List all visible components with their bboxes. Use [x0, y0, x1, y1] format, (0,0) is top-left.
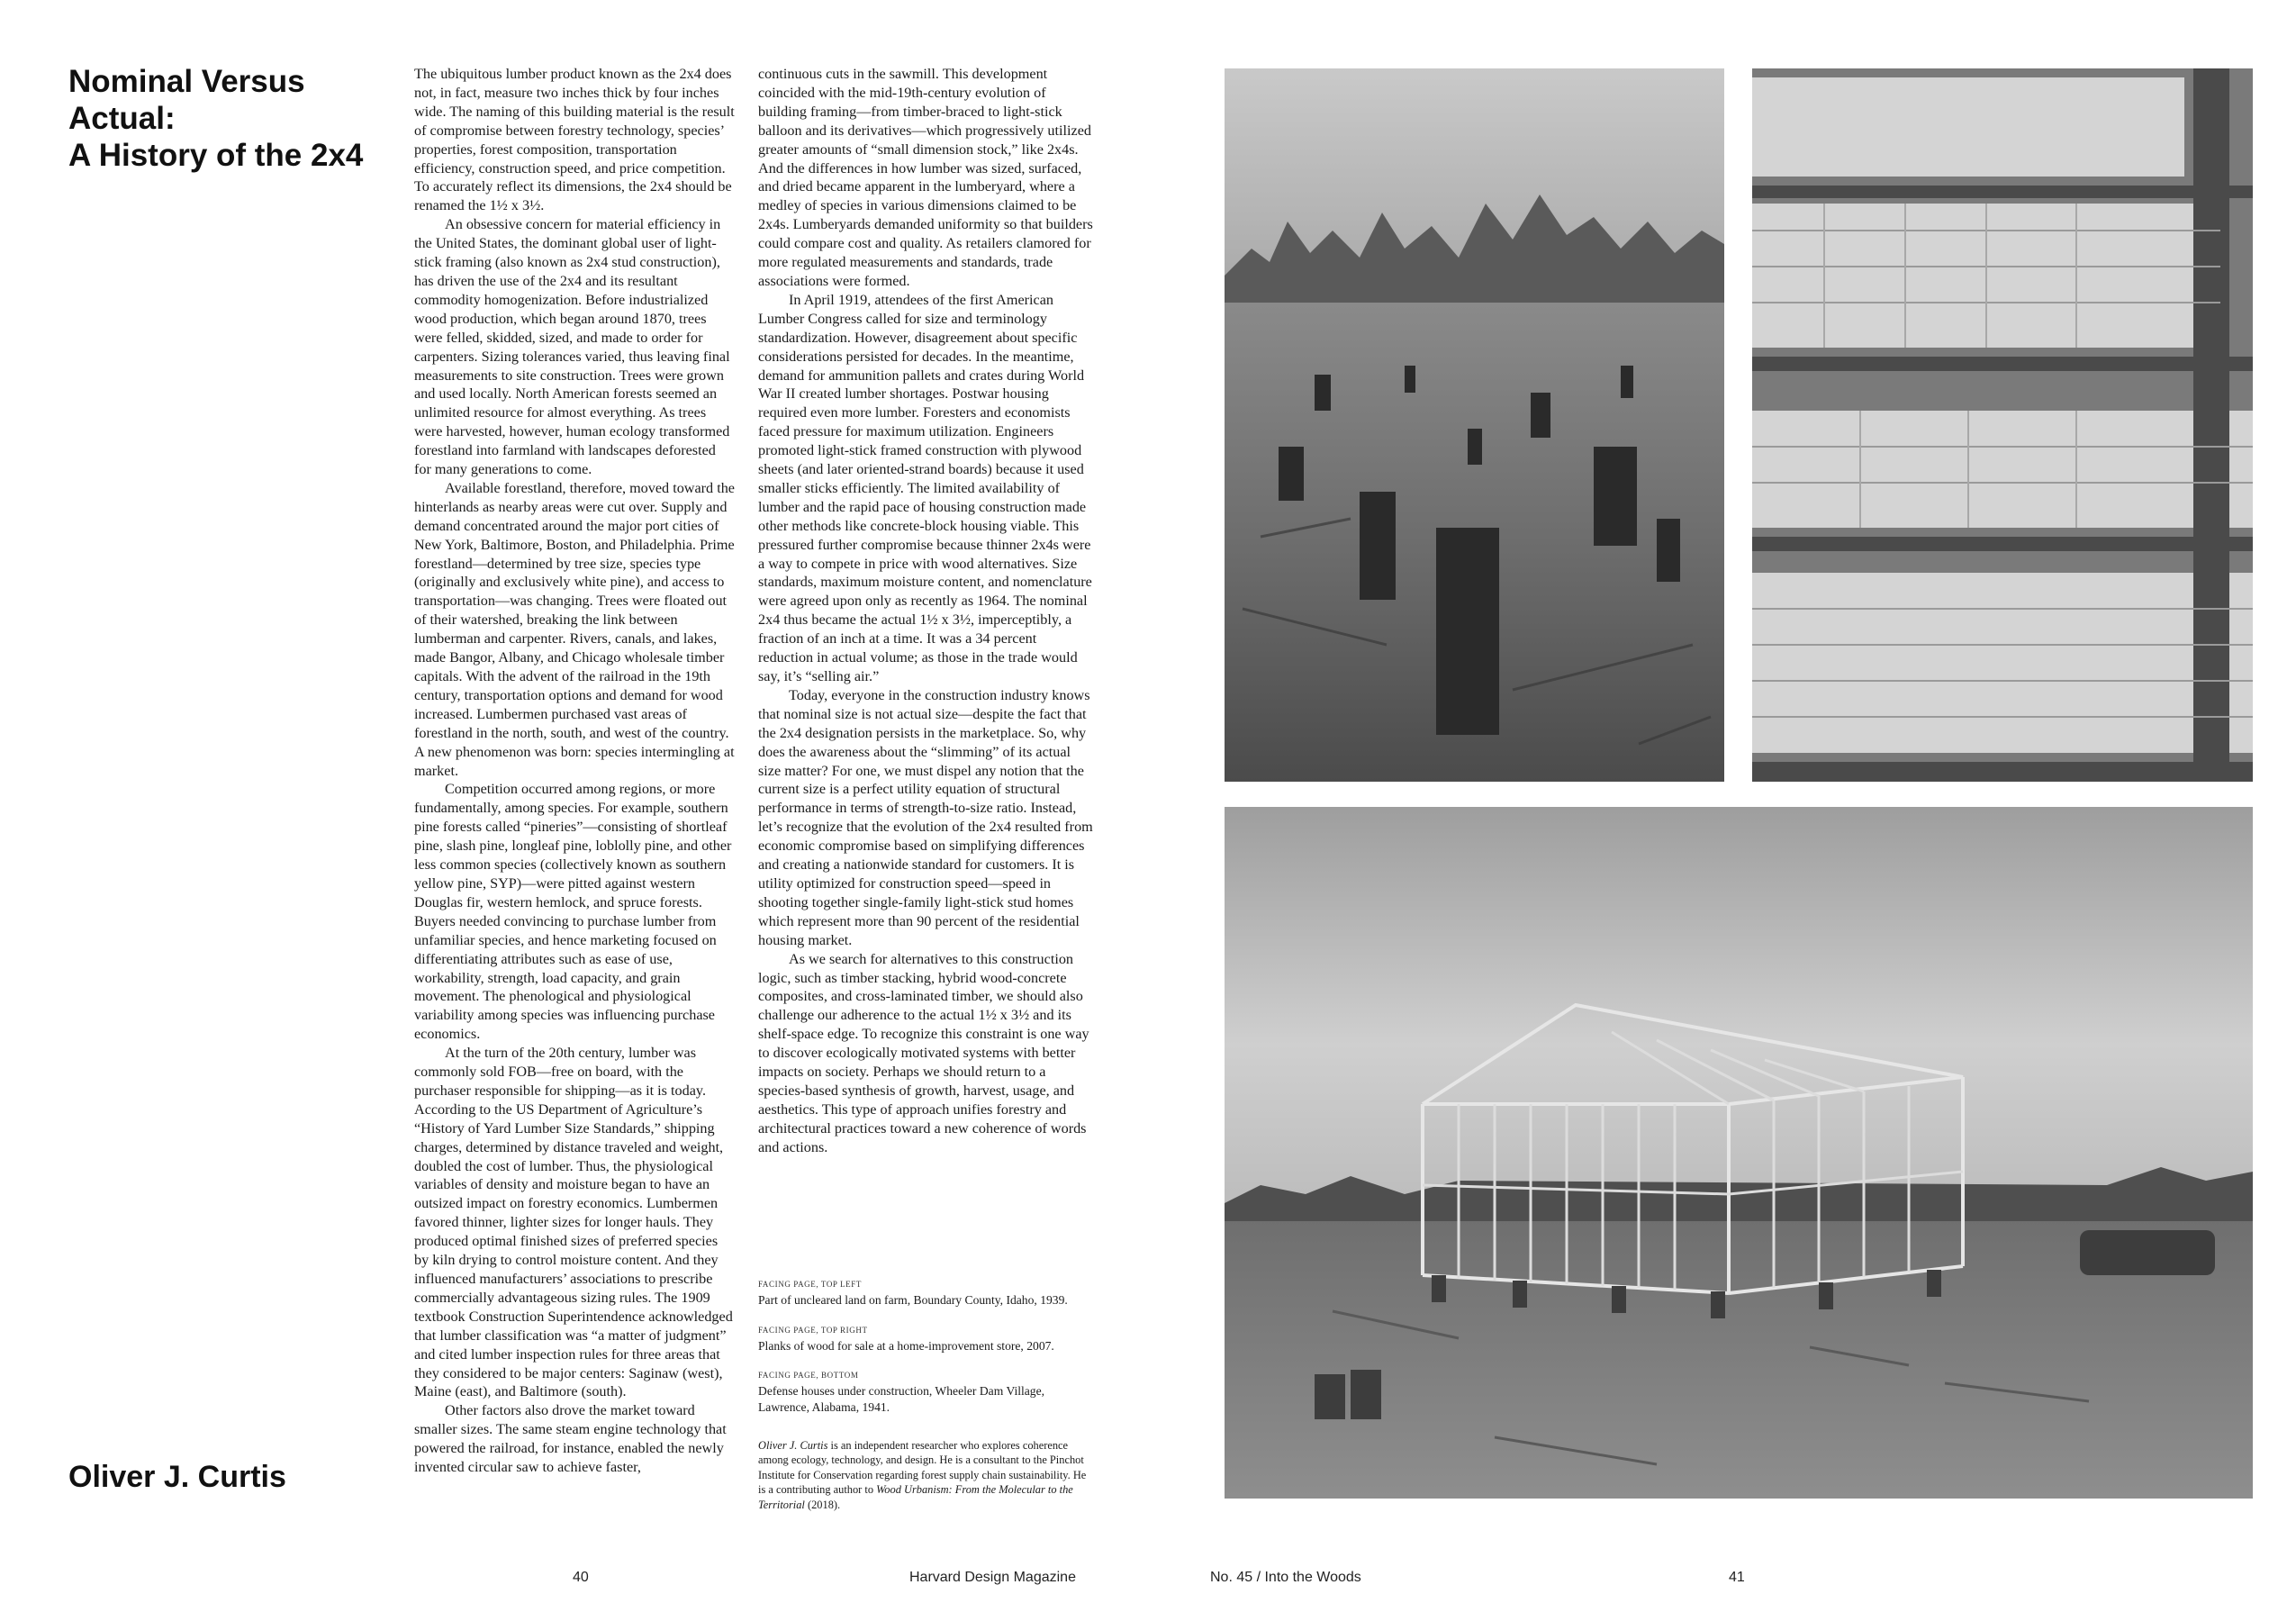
author-bio	[758, 1438, 1093, 1512]
caption-top-left	[758, 1279, 1093, 1309]
paragraph: At the turn of the 20th century, lumber was commonly sold FOB—free on board, with the purchaser responsible for shipping—as it is today. According to the US Department of Agriculture’s “History of Yard Lumber Size Standards,” shipping charges, determined by distance traveled and weight, doubled the cost of lumber. Thus, the physiological variables of density and moisture began to have an outsized impact on forestry economics. Lumbermen favored thinner, lighter sizes for longer hauls. They produced optimal finished sizes of preferred species by kiln drying to control moisture content. And they influenced manufacturers’ associations to prescribe commercially advantageous sizing rules. The 1909 textbook Construction Superintendence acknowledged that lumber classification was “a matter of judgment” and cited lumber inspection rules for three areas that they considered to be major centers: Saginaw (west), Maine (east), and Baltimore (south).	[414, 1045, 733, 1400]
caption-text: Planks of wood for sale at a home-improvement store, 2007.	[758, 1338, 1054, 1353]
photo-lumber-shelves	[1752, 68, 2253, 782]
bio-author-name: Oliver J. Curtis	[758, 1439, 828, 1452]
paragraph: In April 1919, attendees of the first American Lumber Congress called for size and terminology standardization. However, disagreement about specific considerations persisted for decades. In the meantime, demand for ammunition pallets and crates during World War II created lumber shortages. Postwar housing required even more lumber. Foresters and economists faced pressure for maximum utilization. Engineers promoted light-stick framed construction with plywood sheets (and later oriented-strand boards) because it used smaller sticks efficiently. The limited availability of lumber and the rapid pace of housing construction made other methods like concrete-block housing viable. This pressured further compromise because thinner 2x4s were a way to compete in price with wood alternatives. Size standards, maximum moisture content, and nomenclature were agreed upon only as recently as 1964. The nominal 2x4 thus became the actual 1½ x 3½, imperceptibly, a fraction of an inch at a time. It was a 34 percent reduction in actual volume; as those in the trade would say, it’s “selling air.”	[758, 291, 1092, 684]
photo-uncleared-land	[1225, 68, 1724, 782]
paragraph: Today, everyone in the construction industry knows that nominal size is not actual size—despite the fact that the 2x4 designation persists in the marketplace. So, why does the awareness about the “slimming” of its actual size matter? For one, we must dispel any notion that the current size is a perfect utility equation of structural performance in terms of strength-to-size ratio. Instead, let’s recognize that the evolution of the 2x4 resulted from economic compromise based on simplifying differences and creating a nationwide standard for customers. It is utility optimized for construction speed—speed in shooting together single-family light-stick stud homes which represent more than 90 percent of the residential housing market.	[758, 686, 1093, 948]
paragraph: Competition occurred among regions, or more fundamentally, among species. For example, southern pine forests called “pineries”—consisting of shortleaf pine, slash pine, longleaf pine, loblolly pine, and other less common species (collectively known as southern yellow pine, SYP)—were pitted against western Douglas fir, western hemlock, and spruce forests. Buyers needed convincing to purchase lumber from unfamiliar species, and hence marketing focused on differentiating attributes such as ease of use, workability, strength, load capacity, and grain movement. The phenological and physiological variability among species was influencing purchase economics.	[414, 781, 732, 1043]
caption-text: Part of uncleared land on farm, Boundary County, Idaho, 1939.	[758, 1293, 1068, 1307]
photo-captions	[758, 1279, 1093, 1512]
caption-label: FACING PAGE, TOP RIGHT	[758, 1325, 868, 1335]
body-column-1	[414, 65, 735, 1506]
page-number-right: 41	[1729, 1570, 1745, 1585]
paragraph: Available forestland, therefore, moved toward the hinterlands as nearby areas were cut over. Supply and demand concentrated around the major port cities of New York, Baltimore, Boston, and Philadelphia. Prime forestland—determined by tree size, species type (originally and exclusively white pine), and access to transportation—was changing. Trees were floated out of their watershed, breaking the link between lumberman and carpenter. Rivers, canals, and lakes, made Bangor, Albany, and Chicago wholesale timber capitals. With the advent of the railroad in the 19th century, transportation options and demand for wood increased. Lumbermen purchased vast areas of forestland in the north, south, and west of the country. A new phenomenon was born: species intermingling at market.	[414, 479, 735, 779]
bio-text: is an independent researcher who explores coherence among ecology, technology, and design. He is a consultant to the Pinchot Institute for Conservation regarding forest supply chain sustainability. He is a contributing author to	[758, 1439, 1087, 1497]
magazine-name: Harvard Design Magazine	[909, 1570, 1076, 1585]
caption-bottom	[758, 1370, 1093, 1415]
article-title-line-1: Nominal Versus Actual:	[68, 64, 305, 136]
photo-defense-houses	[1225, 807, 2253, 1499]
bio-book-title: Wood Urbanism: From the Molecular to the Territorial	[758, 1483, 1073, 1511]
page-number-left: 40	[573, 1570, 589, 1585]
paragraph: continuous cuts in the sawmill. This development coincided with the mid-19th-century evolution of building framing—from timber-braced to light-stick balloon and its derivatives—which progressively utilized greater amounts of “small dimension stock,” like 2x4s. And the differences in how lumber was sized, surfaced, and dried became apparent in the lumberyard, where a medley of species in various dimensions claimed to be 2x4s. Lumberyards demanded uniformity so that builders could compare cost and quality. As retailers clamored for more regulated measurements and standards, trade associations were formed.	[758, 66, 1093, 289]
paragraph: An obsessive concern for material efficiency in the United States, the dominant global user of light-stick framing (also known as 2x4 stud construction), has driven the use of the 2x4 and its resultant commodity homogenization. Before industrialized wood production, which began around 1870, trees were felled, skidded, sized, and made to order for carpenters. Sizing tolerances varied, thus leaving final measurements to site construction. Trees were grown and used locally. North American forests seemed an unlimited resource for almost everything. As trees were harvested, however, human ecology transformed forestland into farmland with landscapes deforested for many generations to come.	[414, 216, 730, 478]
paragraph: As we search for alternatives to this construction logic, such as timber stacking, hybrid wood-concrete composites, and cross-laminated timber, we should also challenge our adherence to the actual 1½ x 3½ and its shelf-space edge. To recognize this constraint is one way to discover ecologically motivated systems with better impacts on society. Perhaps we should return to a species-based synthesis of growth, harvest, usage, and aesthetics. This type of approach unifies forestry and architectural practices toward a new coherence of words and actions.	[758, 950, 1089, 1155]
caption-top-right	[758, 1325, 1093, 1354]
article-title	[68, 63, 411, 174]
article-author: Oliver J. Curtis	[68, 1460, 286, 1494]
paragraph: The ubiquitous lumber product known as the 2x4 does not, in fact, measure two inches thick by four inches wide. The naming of this building material is the result of compromise between forestry technology, species’ properties, forest composition, transportation efficiency, construction speed, and price competition. To accurately reflect its dimensions, the 2x4 should be renamed the 1½ x 3½.	[414, 66, 735, 214]
body-column-2	[758, 65, 1093, 1263]
caption-label: FACING PAGE, TOP LEFT	[758, 1280, 862, 1289]
bio-text-end: (2018).	[804, 1498, 841, 1511]
caption-label: FACING PAGE, BOTTOM	[758, 1371, 859, 1380]
paragraph: Other factors also drove the market toward smaller sizes. The same steam engine technology that powered the railroad, for instance, enabled the newly invented circular saw to achieve faster,	[414, 1402, 727, 1476]
issue-label: No. 45 / Into the Woods	[1210, 1570, 1361, 1585]
caption-text: Defense houses under construction, Wheeler Dam Village, Lawrence, Alabama, 1941.	[758, 1384, 1045, 1414]
article-title-line-2: A History of the 2x4	[68, 138, 364, 173]
